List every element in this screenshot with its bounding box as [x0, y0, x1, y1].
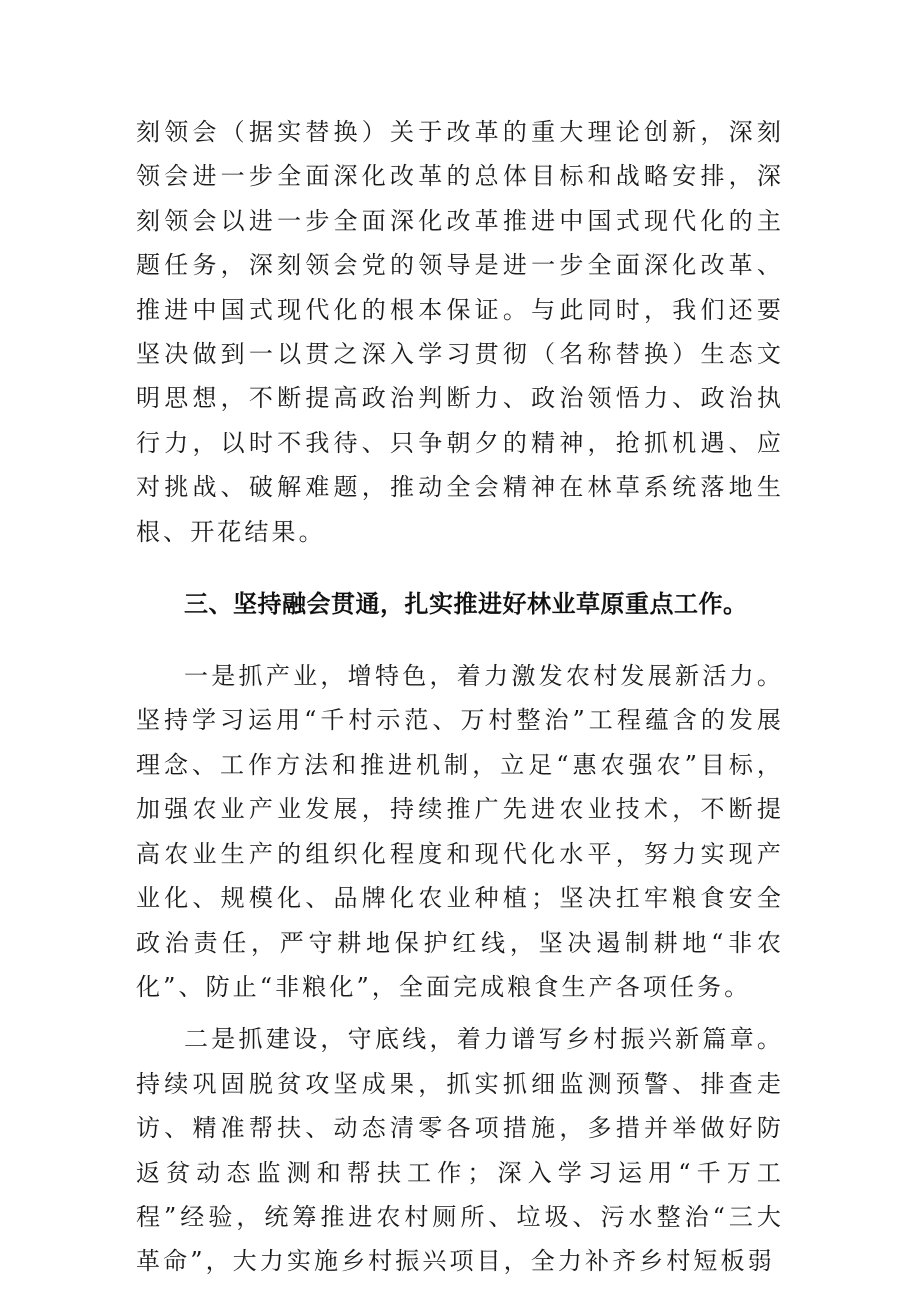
body-paragraph-construction: 二是抓建设，守底线，着力谱写乡村振兴新篇章。持续巩固脱贫攻坚成果，抓实抓细监测预警、排查走访、精准帮扶、动态清零各项措施，多措并举做好防返贫动态监测和帮扶工作；深入学习运用“千万工程”经验，统筹推进农村厕所、垃圾、污水整治“三大革命”，大力实施乡村振兴项目，全力补齐乡村短板弱	[136, 1025, 784, 1276]
paragraph-spacer	[136, 1009, 784, 1017]
section-heading: 三、坚持融会贯通，扎实推进好林业草原重点工作。	[184, 590, 748, 619]
body-paragraph-industry: 一是抓产业，增特色，着力激发农村发展新活力。坚持学习运用“千村示范、万村整治”工程蕴含的发展理念、工作方法和推进机制，立足“惠农强农”目标，加强农业产业发展，持续推广先进农业技术，不断提高农业生产的组织化程度和现代化水平，努力实现产业化、规模化、品牌化农业种植；坚决扛牢粮食安全政治责任，严守耕地保护红线，坚决遏制耕地“非农化”、防止“非粮化”，全面完成粮食生产各项任务。	[136, 662, 784, 1001]
body-paragraph-continued: 刻领会（据实替换）关于改革的重大理论创新，深刻领会进一步全面深化改革的总体目标和战略安排，深刻领会以进一步全面深化改革推进中国式现代化的主题任务，深刻领会党的领导是进一步全面深化改革、推进中国式现代化的根本保证。与此同时，我们还要坚决做到一以贯之深入学习贯彻（名称替换）生态文明思想，不断提高政治判断力、政治领悟力、政治执行力，以时不我待、只争朝夕的精神，抢抓机遇、应对挑战、破解难题，推动全会精神在林草系统落地生根、开花结果。	[136, 118, 784, 546]
document-body	[136, 110, 784, 1284]
